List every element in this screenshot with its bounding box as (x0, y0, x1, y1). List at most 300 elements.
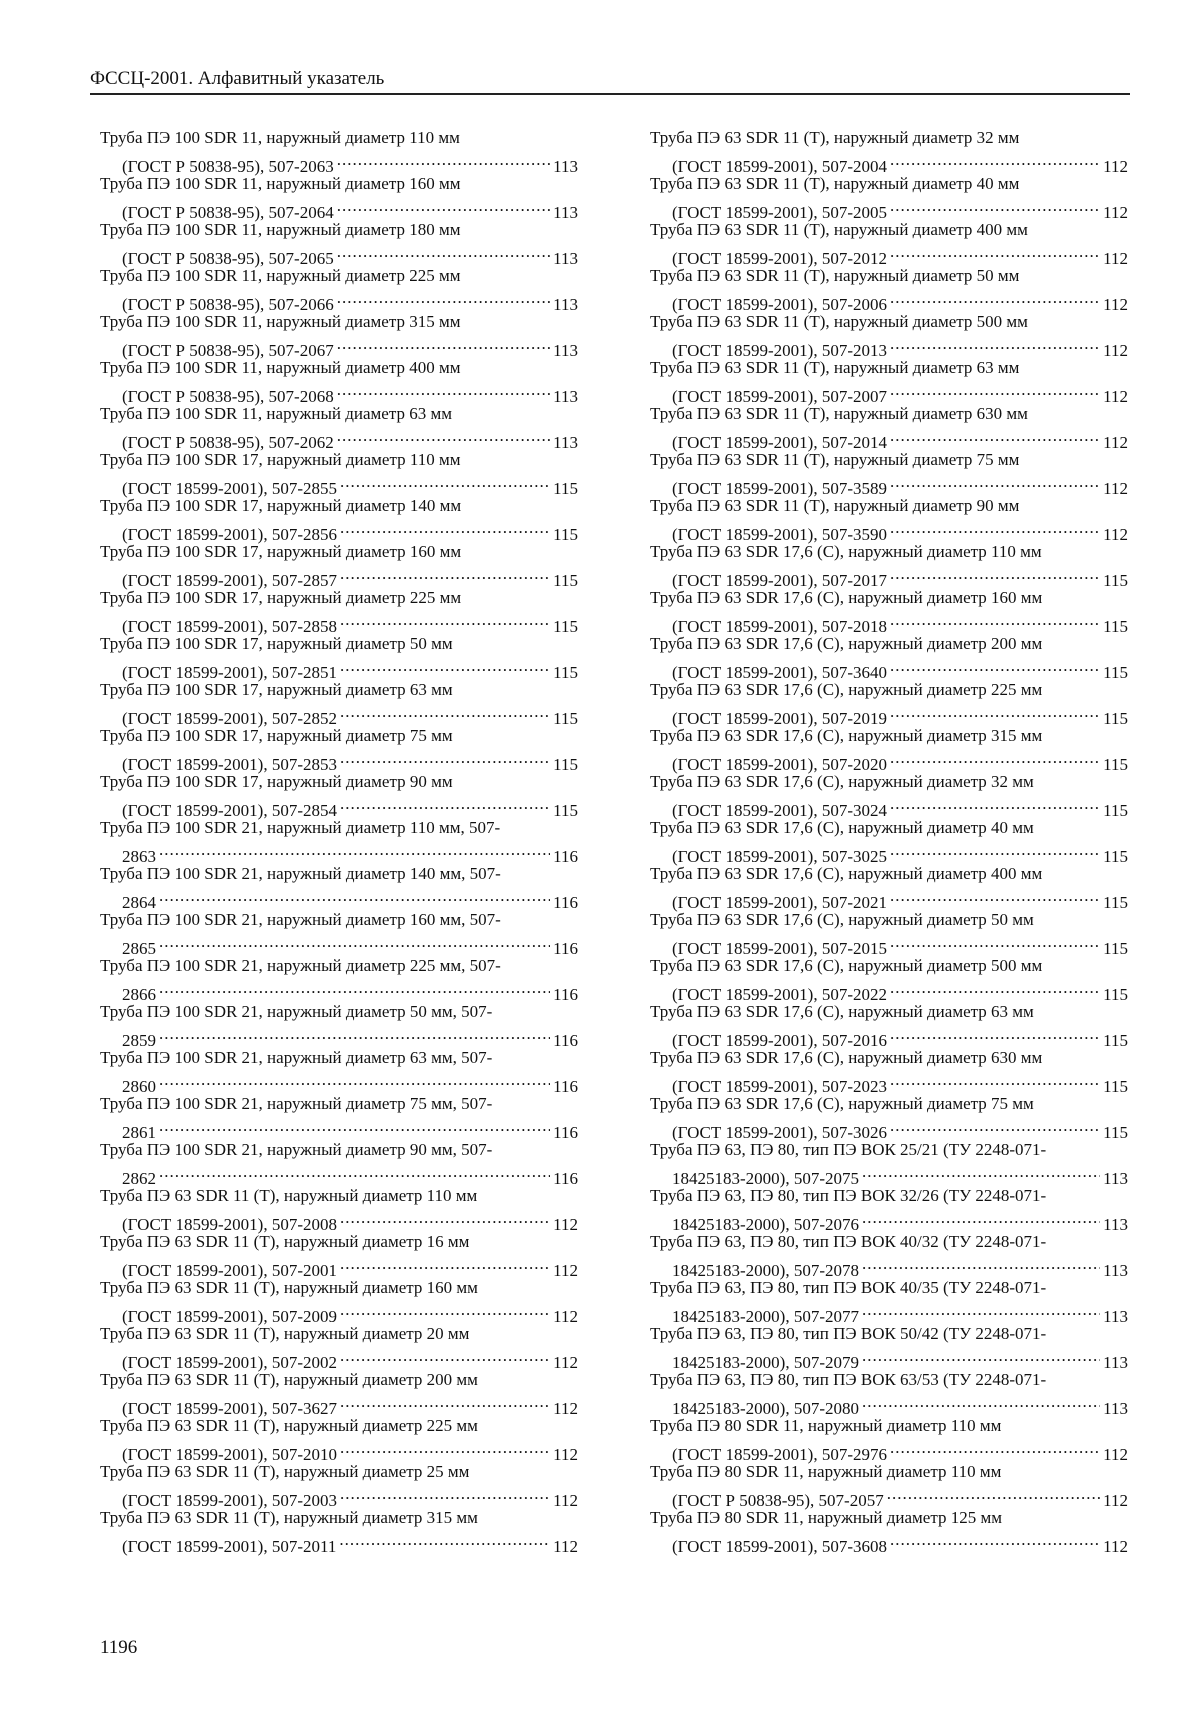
entry-page-ref: 115 (1103, 893, 1128, 912)
entry-page-ref: 113 (1103, 1399, 1128, 1418)
entry-page-ref: 116 (553, 893, 578, 912)
index-entry (650, 1506, 1128, 1556)
entry-page-ref: 113 (553, 203, 578, 222)
dot-leader (337, 333, 550, 356)
dot-leader (337, 149, 550, 172)
entry-title: Труба ПЭ 100 SDR 21, наружный диаметр 75 мм, 507- (100, 1094, 493, 1113)
entry-page-ref: 112 (553, 1399, 578, 1418)
entry-title: Труба ПЭ 63 SDR 17,6 (С), наружный диаметр 40 мм (650, 818, 1034, 837)
entry-page-ref: 112 (1103, 1537, 1128, 1556)
entry-reference-line (100, 471, 578, 498)
dot-leader (890, 839, 1100, 862)
dot-leader (890, 977, 1100, 1000)
dot-leader (887, 1483, 1100, 1506)
index-entry (100, 862, 578, 912)
entry-page-ref: 115 (553, 801, 578, 820)
entry-reference-line (650, 1253, 1128, 1280)
index-entry (650, 402, 1128, 452)
entry-title: Труба ПЭ 100 SDR 21, наружный диаметр 110 мм, 507- (100, 818, 501, 837)
dot-leader (340, 701, 550, 724)
entry-reference-line (100, 931, 578, 958)
entry-reference-line (650, 1391, 1128, 1418)
index-entry (650, 1184, 1128, 1234)
index-entry (100, 448, 578, 498)
entry-page-ref: 112 (553, 1445, 578, 1464)
entry-reference-line (100, 379, 578, 406)
entry-page-ref: 115 (1103, 801, 1128, 820)
dot-leader (890, 793, 1100, 816)
entry-page-ref: 115 (553, 709, 578, 728)
dot-leader (340, 1207, 550, 1230)
entry-page-ref: 112 (1103, 157, 1128, 176)
entry-reference-line (100, 977, 578, 1004)
entry-title: Труба ПЭ 100 SDR 17, наружный диаметр 160 мм (100, 542, 462, 561)
entry-page-ref: 115 (1103, 1077, 1128, 1096)
entry-reference: (ГОСТ Р 50838-95), 507-2065 (122, 249, 334, 268)
entry-title: Труба ПЭ 100 SDR 11, наружный диаметр 315 мм (100, 312, 461, 331)
entry-reference: (ГОСТ Р 50838-95), 507-2067 (122, 341, 334, 360)
entry-reference: (ГОСТ 18599-2001), 507-2021 (672, 893, 888, 912)
index-entry (100, 1092, 578, 1142)
entry-page-ref: 113 (1103, 1169, 1128, 1188)
index-entry (650, 448, 1128, 498)
entry-page-ref: 115 (1103, 1031, 1128, 1050)
entry-reference: 2859 (122, 1031, 156, 1050)
index-entry (100, 1368, 578, 1418)
index-column-left (100, 126, 578, 1556)
entry-reference-line (100, 1437, 578, 1464)
entry-page-ref: 115 (1103, 939, 1128, 958)
index-entry (100, 402, 578, 452)
entry-reference: (ГОСТ 18599-2001), 507-3025 (672, 847, 888, 866)
entry-reference-line (100, 195, 578, 222)
index-entry (100, 954, 578, 1004)
running-header (90, 68, 1130, 95)
entry-reference: (ГОСТ 18599-2001), 507-3640 (672, 663, 888, 682)
entry-title: Труба ПЭ 100 SDR 11, наружный диаметр 180 мм (100, 220, 461, 239)
dot-leader (337, 287, 550, 310)
entry-reference-line (100, 747, 578, 774)
entry-title: Труба ПЭ 100 SDR 11, наружный диаметр 160 мм (100, 174, 461, 193)
index-entry (650, 1092, 1128, 1142)
index-entry (100, 908, 578, 958)
entry-title: Труба ПЭ 63, ПЭ 80, тип ПЭ ВОК 25/21 (ТУ 2248-071- (650, 1140, 1047, 1159)
entry-reference: (ГОСТ 18599-2001), 507-2017 (672, 571, 888, 590)
index-entry (650, 310, 1128, 360)
dot-leader (890, 1529, 1100, 1552)
entry-reference: 18425183-2000), 507-2078 (672, 1261, 859, 1280)
entry-reference: 18425183-2000), 507-2080 (672, 1399, 859, 1418)
entry-reference-line (650, 471, 1128, 498)
entry-reference-line (650, 379, 1128, 406)
index-entry (650, 678, 1128, 728)
entry-reference-line (650, 793, 1128, 820)
index-entry (650, 218, 1128, 268)
index-entry (650, 908, 1128, 958)
entry-title: Труба ПЭ 63 SDR 11 (Т), наружный диаметр 16 мм (100, 1232, 470, 1251)
index-entry (650, 1000, 1128, 1050)
index-entry (650, 1368, 1128, 1418)
index-entry (100, 1138, 578, 1188)
entry-title: Труба ПЭ 100 SDR 11, наружный диаметр 225 мм (100, 266, 461, 285)
dot-leader (890, 379, 1100, 402)
index-entry (650, 632, 1128, 682)
index-entry (100, 1276, 578, 1326)
entry-reference-line (100, 793, 578, 820)
entry-page-ref: 115 (1103, 617, 1128, 636)
entry-page-ref: 113 (1103, 1215, 1128, 1234)
entry-reference-line (650, 287, 1128, 314)
entry-reference-line (650, 1023, 1128, 1050)
entry-reference: (ГОСТ 18599-2001), 507-2014 (672, 433, 888, 452)
entry-page-ref: 113 (553, 249, 578, 268)
entry-reference-line (650, 1483, 1128, 1510)
index-entry (100, 1184, 578, 1234)
entry-page-ref: 112 (1103, 479, 1128, 498)
entry-page-ref: 112 (553, 1491, 578, 1510)
entry-reference-line (100, 701, 578, 728)
entry-title: Труба ПЭ 63 SDR 17,6 (С), наружный диаметр 75 мм (650, 1094, 1034, 1113)
entry-title: Труба ПЭ 63 SDR 11 (Т), наружный диаметр 200 мм (100, 1370, 478, 1389)
entry-reference: 2864 (122, 893, 156, 912)
entry-reference: (ГОСТ 18599-2001), 507-2018 (672, 617, 888, 636)
dot-leader (890, 1069, 1100, 1092)
entry-reference: (ГОСТ 18599-2001), 507-2854 (122, 801, 338, 820)
entry-reference: (ГОСТ 18599-2001), 507-2001 (122, 1261, 338, 1280)
entry-reference: (ГОСТ Р 50838-95), 507-2068 (122, 387, 334, 406)
dot-leader (890, 195, 1100, 218)
entry-title: Труба ПЭ 63, ПЭ 80, тип ПЭ ВОК 40/35 (ТУ 2248-071- (650, 1278, 1047, 1297)
entry-page-ref: 115 (1103, 755, 1128, 774)
entry-reference: (ГОСТ 18599-2001), 507-2016 (672, 1031, 888, 1050)
index-entry (650, 1230, 1128, 1280)
entry-title: Труба ПЭ 63 SDR 17,6 (С), наружный диаметр 400 мм (650, 864, 1043, 883)
entry-reference-line (650, 977, 1128, 1004)
entry-reference-line (100, 655, 578, 682)
entry-reference: (ГОСТ 18599-2001), 507-2020 (672, 755, 888, 774)
entry-title: Труба ПЭ 63 SDR 11 (Т), наружный диаметр 315 мм (100, 1508, 478, 1527)
entry-title: Труба ПЭ 63 SDR 11 (Т), наружный диаметр 400 мм (650, 220, 1028, 239)
entry-reference: (ГОСТ 18599-2001), 507-2005 (672, 203, 888, 222)
entry-page-ref: 112 (1103, 433, 1128, 452)
entry-reference: (ГОСТ 18599-2001), 507-3024 (672, 801, 888, 820)
entry-title: Труба ПЭ 63 SDR 11 (Т), наружный диаметр 50 мм (650, 266, 1020, 285)
entry-page-ref: 112 (1103, 295, 1128, 314)
index-entry (650, 356, 1128, 406)
entry-reference: (ГОСТ 18599-2001), 507-2853 (122, 755, 338, 774)
entry-page-ref: 116 (553, 939, 578, 958)
entry-reference-line (650, 1161, 1128, 1188)
entry-reference: 2866 (122, 985, 156, 1004)
entry-page-ref: 112 (1103, 341, 1128, 360)
entry-title: Труба ПЭ 80 SDR 11, наружный диаметр 110 мм (650, 1462, 1002, 1481)
entry-reference-line (100, 1023, 578, 1050)
index-entry (100, 172, 578, 222)
dot-leader (159, 839, 550, 862)
entry-reference-line (100, 1483, 578, 1510)
entry-reference-line (100, 1391, 578, 1418)
entry-title: Труба ПЭ 63 SDR 17,6 (С), наружный диаметр 32 мм (650, 772, 1034, 791)
entry-page-ref: 112 (553, 1537, 578, 1556)
entry-reference-line (100, 1207, 578, 1234)
entry-title: Труба ПЭ 80 SDR 11, наружный диаметр 125 мм (650, 1508, 1002, 1527)
dot-leader (862, 1207, 1100, 1230)
entry-reference-line (100, 563, 578, 590)
entry-reference-line (650, 241, 1128, 268)
entry-title: Труба ПЭ 100 SDR 17, наружный диаметр 110 мм (100, 450, 461, 469)
index-entry (100, 356, 578, 406)
entry-reference: (ГОСТ 18599-2001), 507-2013 (672, 341, 888, 360)
dot-leader (890, 333, 1100, 356)
entry-title: Труба ПЭ 80 SDR 11, наружный диаметр 110 мм (650, 1416, 1002, 1435)
entry-reference-line (100, 839, 578, 866)
entry-reference: 2863 (122, 847, 156, 866)
dot-leader (337, 379, 550, 402)
entry-title: Труба ПЭ 63 SDR 11 (Т), наружный диаметр 20 мм (100, 1324, 470, 1343)
dot-leader (159, 1161, 550, 1184)
entry-reference-line (650, 747, 1128, 774)
entry-title: Труба ПЭ 100 SDR 17, наружный диаметр 75 мм (100, 726, 453, 745)
entry-reference: (ГОСТ 18599-2001), 507-2006 (672, 295, 888, 314)
index-entry (100, 632, 578, 682)
index-entry (100, 1322, 578, 1372)
entry-page-ref: 116 (553, 1077, 578, 1096)
entry-reference-line (650, 655, 1128, 682)
entry-title: Труба ПЭ 63, ПЭ 80, тип ПЭ ВОК 32/26 (ТУ 2248-071- (650, 1186, 1047, 1205)
entry-page-ref: 113 (1103, 1307, 1128, 1326)
index-entry (650, 954, 1128, 1004)
entry-reference: (ГОСТ 18599-2001), 507-2851 (122, 663, 338, 682)
entry-title: Труба ПЭ 63 SDR 17,6 (С), наружный диаметр 500 мм (650, 956, 1043, 975)
entry-reference-line (650, 425, 1128, 452)
entry-reference: (ГОСТ 18599-2001), 507-2002 (122, 1353, 338, 1372)
dot-leader (890, 287, 1100, 310)
index-entry (100, 1046, 578, 1096)
dot-leader (890, 425, 1100, 448)
index-entry (100, 1230, 578, 1280)
index-entry (650, 540, 1128, 590)
entry-title: Труба ПЭ 63, ПЭ 80, тип ПЭ ВОК 50/42 (ТУ 2248-071- (650, 1324, 1047, 1343)
entry-reference: (ГОСТ 18599-2001), 507-2015 (672, 939, 888, 958)
dot-leader (862, 1161, 1100, 1184)
index-entry (100, 1460, 578, 1510)
dot-leader (890, 747, 1100, 770)
index-entry (650, 1276, 1128, 1326)
entry-page-ref: 112 (553, 1215, 578, 1234)
entry-page-ref: 115 (1103, 847, 1128, 866)
entry-page-ref: 112 (553, 1261, 578, 1280)
index-entry (100, 218, 578, 268)
entry-page-ref: 112 (553, 1307, 578, 1326)
entry-title: Труба ПЭ 100 SDR 17, наружный диаметр 63 мм (100, 680, 453, 699)
entry-page-ref: 115 (1103, 1123, 1128, 1142)
index-entry (650, 172, 1128, 222)
dot-leader (159, 1069, 550, 1092)
dot-leader (337, 195, 550, 218)
index-entry (100, 1506, 578, 1556)
dot-leader (340, 1253, 550, 1276)
entry-title: Труба ПЭ 100 SDR 21, наружный диаметр 63 мм, 507- (100, 1048, 493, 1067)
index-entry (100, 494, 578, 544)
dot-leader (890, 1115, 1100, 1138)
dot-leader (890, 1023, 1100, 1046)
index-entry (650, 264, 1128, 314)
index-entry (650, 724, 1128, 774)
entry-page-ref: 116 (553, 985, 578, 1004)
entry-reference: (ГОСТ 18599-2001), 507-2856 (122, 525, 338, 544)
entry-reference: (ГОСТ 18599-2001), 507-2009 (122, 1307, 338, 1326)
entry-reference: (ГОСТ 18599-2001), 507-3026 (672, 1123, 888, 1142)
entry-title: Труба ПЭ 63 SDR 11 (Т), наружный диаметр 90 мм (650, 496, 1020, 515)
entry-reference-line (650, 517, 1128, 544)
entry-title: Труба ПЭ 100 SDR 17, наружный диаметр 50 мм (100, 634, 453, 653)
entry-reference: (ГОСТ 18599-2001), 507-2852 (122, 709, 338, 728)
entry-reference: 18425183-2000), 507-2075 (672, 1169, 859, 1188)
entry-reference: (ГОСТ 18599-2001), 507-2007 (672, 387, 888, 406)
dot-leader (890, 701, 1100, 724)
entry-title: Труба ПЭ 63 SDR 11 (Т), наружный диаметр 630 мм (650, 404, 1028, 423)
entry-page-ref: 116 (553, 1031, 578, 1050)
entry-title: Труба ПЭ 100 SDR 11, наружный диаметр 110 мм (100, 128, 460, 147)
entry-title: Труба ПЭ 63 SDR 11 (Т), наружный диаметр 75 мм (650, 450, 1020, 469)
entry-page-ref: 116 (553, 1123, 578, 1142)
entry-page-ref: 115 (1103, 571, 1128, 590)
entry-reference-line (650, 609, 1128, 636)
entry-page-ref: 115 (553, 479, 578, 498)
dot-leader (890, 655, 1100, 678)
entry-reference: (ГОСТ 18599-2001), 507-3608 (672, 1537, 888, 1556)
entry-title: Труба ПЭ 63 SDR 11 (Т), наружный диаметр 225 мм (100, 1416, 478, 1435)
entry-reference-line (100, 1253, 578, 1280)
entry-page-ref: 115 (1103, 985, 1128, 1004)
entry-title: Труба ПЭ 63, ПЭ 80, тип ПЭ ВОК 40/32 (ТУ 2248-071- (650, 1232, 1047, 1251)
dot-leader (890, 517, 1100, 540)
entry-title: Труба ПЭ 63 SDR 17,6 (С), наружный диаметр 50 мм (650, 910, 1034, 929)
entry-title: Труба ПЭ 100 SDR 11, наружный диаметр 63 мм (100, 404, 452, 423)
entry-reference: (ГОСТ 18599-2001), 507-2019 (672, 709, 888, 728)
entry-reference-line (650, 931, 1128, 958)
entry-reference-line (100, 1161, 578, 1188)
index-entry (650, 126, 1128, 176)
entry-reference: (ГОСТ 18599-2001), 507-3589 (672, 479, 888, 498)
index-entry (100, 126, 578, 176)
entry-reference-line (100, 517, 578, 544)
entry-reference: (ГОСТ Р 50838-95), 507-2063 (122, 157, 334, 176)
entry-reference: (ГОСТ 18599-2001), 507-2012 (672, 249, 888, 268)
entry-reference: (ГОСТ 18599-2001), 507-3590 (672, 525, 888, 544)
entry-title: Труба ПЭ 63 SDR 11 (Т), наружный диаметр 32 мм (650, 128, 1020, 147)
entry-reference-line (650, 1115, 1128, 1142)
entry-title: Труба ПЭ 63 SDR 11 (Т), наружный диаметр 160 мм (100, 1278, 478, 1297)
entry-reference-line (100, 1115, 578, 1142)
index-entry (650, 862, 1128, 912)
entry-reference: 2862 (122, 1169, 156, 1188)
entry-reference-line (100, 287, 578, 314)
dot-leader (890, 149, 1100, 172)
entry-reference: (ГОСТ 18599-2001), 507-2008 (122, 1215, 338, 1234)
dot-leader (862, 1253, 1100, 1276)
entry-page-ref: 113 (553, 387, 578, 406)
dot-leader (890, 563, 1100, 586)
entry-reference-line (100, 149, 578, 176)
index-entry (100, 1414, 578, 1464)
entry-title: Труба ПЭ 100 SDR 21, наружный диаметр 90 мм, 507- (100, 1140, 493, 1159)
index-entry (100, 310, 578, 360)
entry-page-ref: 116 (553, 1169, 578, 1188)
entry-page-ref: 112 (1103, 203, 1128, 222)
entry-reference-line (100, 1069, 578, 1096)
dot-leader (159, 1115, 550, 1138)
entry-reference-line (100, 1345, 578, 1372)
header-title: ФССЦ-2001. Алфавитный указатель (90, 68, 385, 89)
entry-reference-line (100, 333, 578, 360)
entry-title: Труба ПЭ 100 SDR 17, наружный диаметр 140 мм (100, 496, 462, 515)
index-entry (650, 1138, 1128, 1188)
entry-page-ref: 112 (1103, 387, 1128, 406)
entry-page-ref: 113 (553, 433, 578, 452)
dot-leader (340, 1299, 550, 1322)
entry-reference-line (650, 1299, 1128, 1326)
dot-leader (340, 471, 550, 494)
index-entry (650, 1414, 1128, 1464)
entry-page-ref: 113 (1103, 1353, 1128, 1372)
dot-leader (862, 1391, 1100, 1414)
entry-reference: (ГОСТ 18599-2001), 507-2003 (122, 1491, 338, 1510)
entry-reference: 18425183-2000), 507-2079 (672, 1353, 859, 1372)
entry-reference-line (650, 1345, 1128, 1372)
entry-title: Труба ПЭ 63 SDR 11 (Т), наружный диаметр 110 мм (100, 1186, 478, 1205)
entry-reference: (ГОСТ 18599-2001), 507-2010 (122, 1445, 338, 1464)
entry-page-ref: 112 (1103, 1491, 1128, 1510)
index-entry (650, 586, 1128, 636)
dot-leader (340, 793, 550, 816)
index-entry (100, 1000, 578, 1050)
dot-leader (159, 885, 550, 908)
entry-reference-line (650, 333, 1128, 360)
dot-leader (159, 977, 550, 1000)
entry-reference: (ГОСТ Р 50838-95), 507-2066 (122, 295, 334, 314)
dot-leader (159, 1023, 550, 1046)
entry-title: Труба ПЭ 100 SDR 17, наружный диаметр 225 мм (100, 588, 462, 607)
dot-leader (862, 1299, 1100, 1322)
dot-leader (159, 931, 550, 954)
entry-reference: (ГОСТ Р 50838-95), 507-2057 (672, 1491, 884, 1510)
entry-reference: (ГОСТ 18599-2001), 507-2011 (122, 1537, 337, 1556)
entry-page-ref: 112 (1103, 525, 1128, 544)
index-entry (100, 264, 578, 314)
entry-reference-line (100, 241, 578, 268)
entry-reference: (ГОСТ 18599-2001), 507-2976 (672, 1445, 888, 1464)
dot-leader (340, 609, 550, 632)
entry-title: Труба ПЭ 63 SDR 17,6 (С), наружный диаметр 630 мм (650, 1048, 1043, 1067)
entry-title: Труба ПЭ 100 SDR 21, наружный диаметр 160 мм, 507- (100, 910, 501, 929)
entry-reference-line (650, 1529, 1128, 1556)
entry-page-ref: 112 (1103, 1445, 1128, 1464)
entry-page-ref: 113 (553, 341, 578, 360)
index-entry (650, 770, 1128, 820)
entry-title: Труба ПЭ 63 SDR 17,6 (С), наружный диаметр 110 мм (650, 542, 1042, 561)
entry-title: Труба ПЭ 100 SDR 21, наружный диаметр 140 мм, 507- (100, 864, 501, 883)
entry-page-ref: 115 (553, 663, 578, 682)
dot-leader (340, 1345, 550, 1368)
entry-title: Труба ПЭ 63 SDR 11 (Т), наружный диаметр 25 мм (100, 1462, 470, 1481)
entry-reference-line (650, 1069, 1128, 1096)
entry-page-ref: 115 (553, 571, 578, 590)
entry-reference: (ГОСТ 18599-2001), 507-2004 (672, 157, 888, 176)
dot-leader (890, 471, 1100, 494)
entry-reference: 18425183-2000), 507-2077 (672, 1307, 859, 1326)
index-entry (100, 540, 578, 590)
